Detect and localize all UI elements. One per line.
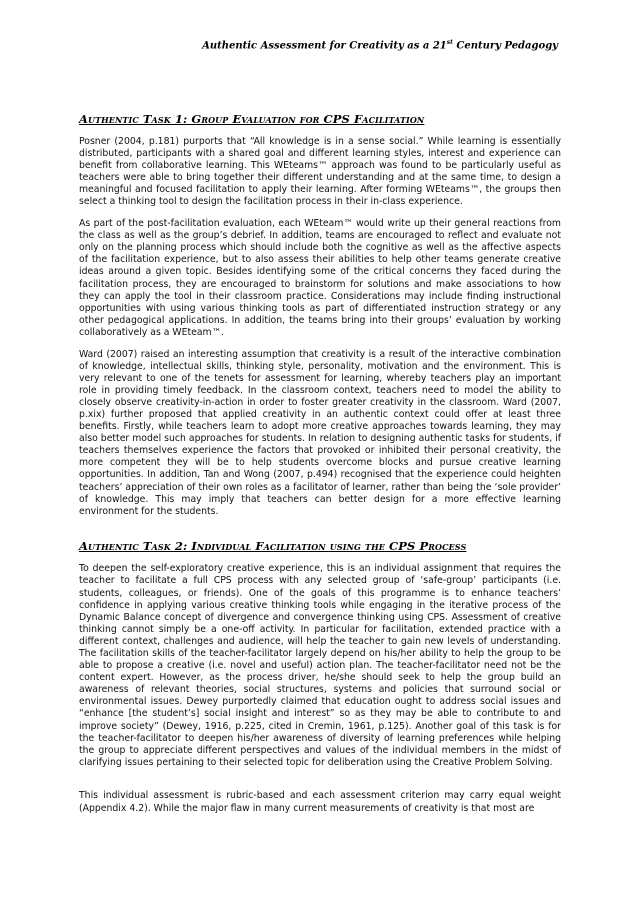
running-header [202, 39, 558, 51]
running-header-title-end: Century Pedagogy [452, 40, 558, 52]
paragraph-5: This individual assessment is rubric-based and each assessment criterion may carry equal weight (Appendix 4.2). While the major flaw in many current measurements of creativity is that most are [79, 790, 561, 814]
section-heading-task-2: Authentic Task 2: Individual Facilitation using the CPS Process [79, 539, 467, 554]
paragraph-4: To deepen the self-exploratory creative experience, this is an individual assignment that requires the teacher to facilitate a full CPS process with any selected group of ‘safe-group’ participants (i.e. students, colleagues, or friends). One of the goals of this programme is to enhance teachers’ confidence in applying various creative thinking tools while engaging in the iterative process of the Dynamic Balance concept of divergence and convergence thinking using CPS. Assessment of creative thinking cannot simply be a one-off activity. In particular for facilitation, extended practice with a different context, challenges and audience, will help the teacher to gain new levels of understanding. The facilitation skills of the teacher-facilitator largely depend on his/her ability to help the group to be able to propose a creative (i.e. novel and useful) action plan. The teacher-facilitator need not be the content expert. However, as the process driver, he/she should seek to help the group build an awareness of relevant theories, social structures, systems and policies that surround social or environmental issues. Dewey purportedly claimed that education ought to address social issues and “enhance [the student’s] social insight and interest” so as they may be able to contribute to and improve society” (Dewey, 1916, p.225, cited in Cremin, 1961, p.125). Another goal of this task is for the teacher-facilitator to deepen his/her awareness of diversity of learning preferences while helping the group to appreciate different perspectives and values of the individual members in the midst of clarifying issues pertaining to their selected topic for deliberation using the Creative Problem Solving. [79, 563, 561, 768]
paragraph-2: As part of the post-facilitation evaluation, each WEteam™ would write up their general reactions from the class as well as the group’s debrief. In addition, teams are encouraged to reflect and evaluate not only on the planning process which should include both the cognitive as well as the affective aspects of the facilitation experience, but to also assess their abilities to help other teams generate creative ideas around a given topic. Besides identifying some of the critical concerns they faced during the facilitation process, they are encouraged to brainstorm for solutions and make associations to how they can apply the tool in their classroom practice. Considerations may include finding instructional opportunities with using various thinking tools as part of differentiated instruction strategy or any other pedagogical applications. In addition, the teams bring into their groups’ evaluation by working collaboratively as a WEteam™. [79, 218, 561, 338]
body-content [79, 98, 561, 824]
paragraph-spacer [79, 778, 561, 790]
paragraph-3: Ward (2007) raised an interesting assumption that creativity is a result of the interactive combination of knowledge, intellectual skills, thinking style, personality, motivation and the environment. This is very relevant to one of the tenets for assessment for learning, whereby teachers play an important role in providing timely feedback. In the classroom context, teachers need to model the ability to closely observe creativity-in-action in order to foster greater creativity in the classroom. Ward (2007, p.xix) further proposed that applied creativity in an authentic context could offer at least three benefits. Firstly, while teachers learn to adopt more creative approaches towards learning, they may also better model such approaches for students. In relation to designing authentic tasks for students, if teachers themselves experience the factors that provoked or inhibited their personal creativity, the more competent they will be to help students overcome blocks and pursue creative learning opportunities. In addition, Tan and Wong (2007, p.494) recognised that the experience could heighten teachers’ appreciation of their own roles as a facilitator of learner, rather than being the ‘sole provider’ of knowledge. This may imply that teachers can better design for a more effective learning environment for the students. [79, 348, 561, 517]
running-header-title: Authentic Assessment for Creativity as a 21 [202, 40, 447, 52]
section-spacer [79, 527, 561, 539]
paragraph-1: Posner (2004, p.181) purports that “All knowledge is in a sense social.” While learning is essentially distributed, participants with a shared goal and different learning styles, interest and experience can benefit from collaborative learning. This WEteams™ approach was found to be particularly useful as teachers were able to bring together their different understanding and at the same time, to design a meaningful and focused facilitation to apply their learning. After forming WEteams™, the groups then select a thinking tool to design the facilitation process in their in-class experience. [79, 136, 561, 208]
running-header-superscript: st [446, 39, 453, 46]
top-spacer [79, 98, 561, 112]
section-heading-task-1: Authentic Task 1: Group Evaluation for CPS Facilitation [79, 112, 425, 126]
